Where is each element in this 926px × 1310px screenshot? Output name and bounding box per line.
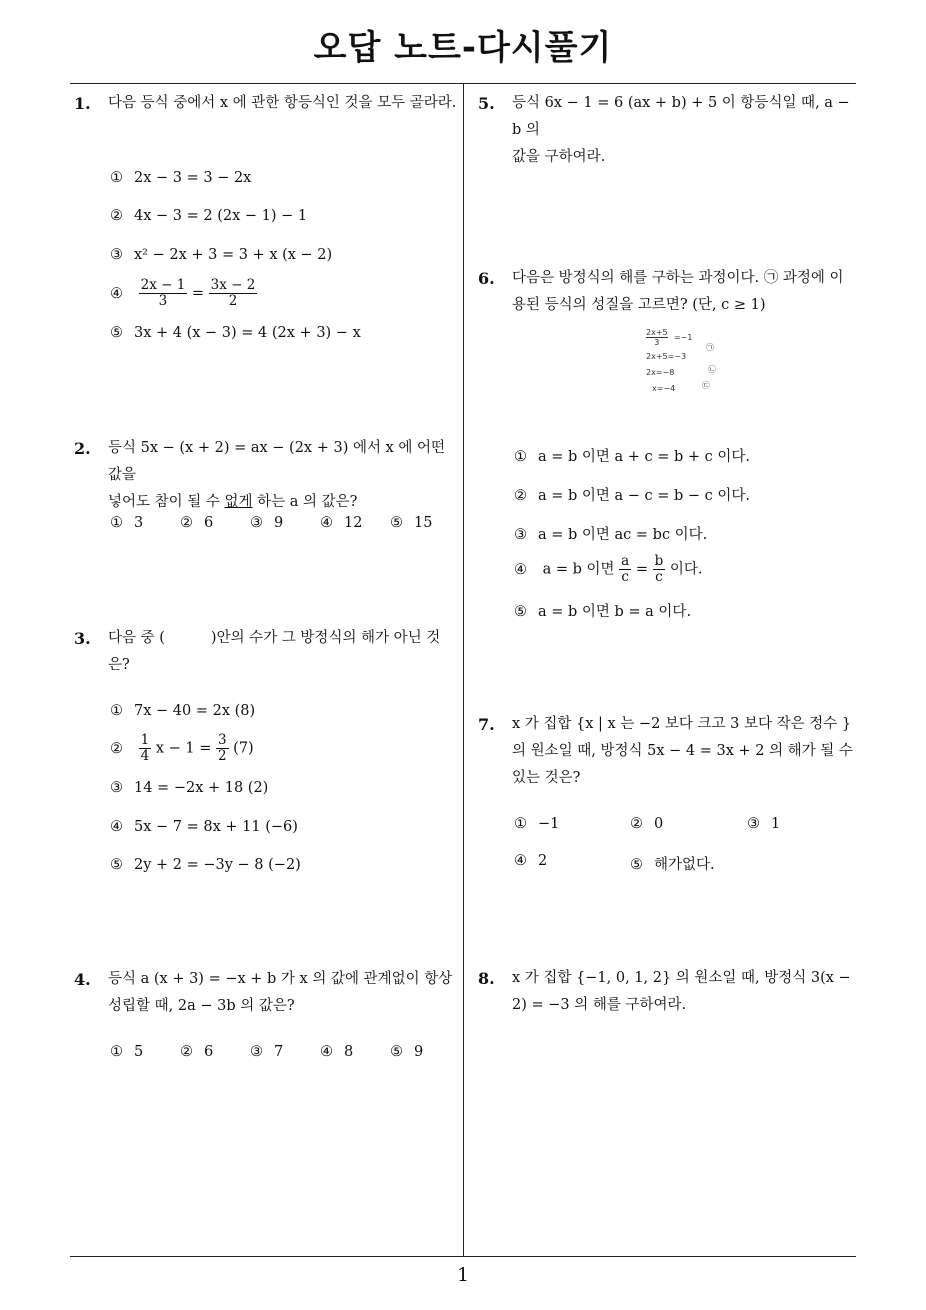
fraction: $\frac{1}{4}$	[140, 732, 150, 764]
question-text: 등식 6x − 1 = 6 (ax + b) + 5 이 항등식일 때, a − b 의 값을 구하여라.	[512, 95, 850, 165]
option-1[interactable]: ① a = b 이면 a + c = b + c 이다.	[514, 449, 751, 465]
option-3[interactable]: ③ 14 = −2x + 18 (2)	[110, 780, 269, 796]
page-title: 오답 노트-다시풀기	[313, 28, 613, 68]
bottom-rule	[70, 1256, 856, 1257]
question-number: 4.	[74, 970, 91, 989]
option-1[interactable]: ① −1	[514, 816, 560, 832]
question-text: 등식 5x − (x + 2) = ax − (2x + 3) 에서 x 에 어떤 값을 넣어도 참이 될 수 없게 하는 a 의 값은?	[108, 440, 445, 510]
question-text: 다음 등식 중에서 x 에 관한 항등식인 것을 모두 골라라.	[108, 95, 457, 111]
question-text: 다음은 방정식의 해를 구하는 과정이다. ㉠ 과정에 이 용된 등식의 성질을 고르면? (단, c ≥ 1)	[512, 270, 844, 313]
question-7	[478, 711, 862, 792]
fraction: $\frac{b}{c}$	[654, 553, 664, 585]
option-4[interactable]: ④ a = b 이면 $\frac{a}{c}$ = $\frac{b}{c}$ 이다.	[514, 553, 703, 585]
page-number: 1	[456, 1264, 470, 1286]
question-number: 6.	[478, 269, 495, 288]
question-number: 2.	[74, 439, 91, 458]
option-4[interactable]: ④ 8	[320, 1044, 354, 1060]
question-number: 3.	[74, 629, 91, 648]
option-2[interactable]: ② 4x − 3 = 2 (2x − 1) − 1	[110, 208, 308, 224]
option-2[interactable]: ② 0	[630, 816, 664, 832]
option-3[interactable]: ③ 9	[250, 515, 284, 531]
option-1[interactable]: ① 2x − 3 = 3 − 2x	[110, 170, 252, 186]
question-text: 다음 중 ( )안의 수가 그 방정식의 해가 아닌 것 은?	[108, 630, 441, 673]
option-2[interactable]: ② a = b 이면 a − c = b − c 이다.	[514, 488, 751, 504]
question-number: 1.	[74, 94, 91, 113]
option-5[interactable]: ⑤ 2y + 2 = −3y − 8 (−2)	[110, 857, 301, 873]
question-number: 8.	[478, 969, 495, 988]
question-5	[478, 90, 862, 171]
column-divider	[463, 84, 464, 1256]
option-5[interactable]: ⑤ 3x + 4 (x − 3) = 4 (2x + 3) − x	[110, 325, 361, 341]
circled-marker-a: ㉠	[706, 343, 714, 352]
option-5[interactable]: ⑤ 해가없다.	[630, 857, 715, 873]
option-5[interactable]: ⑤ a = b 이면 b = a 이다.	[514, 604, 692, 620]
option-5[interactable]: ⑤ 15	[390, 515, 433, 531]
question-6	[478, 265, 862, 319]
question-number: 5.	[478, 94, 495, 113]
question-text: x 가 집합 {−1, 0, 1, 2} 의 원소일 때, 방정식 3(x − 2) = −3 의 해를 구하여라.	[512, 970, 851, 1013]
question-text: 등식 a (x + 3) = −x + b 가 x 의 값에 관계없이 항상 성립할 때, 2a − 3b 의 값은?	[108, 971, 453, 1014]
question-3	[74, 625, 458, 679]
circled-marker-c: ㉢	[702, 381, 710, 390]
fraction: $\frac{3x - 2}{2}$	[210, 277, 256, 309]
solution-process-figure: 2x+5 3 =−1 2x+5=−3 2x=−8 x=−4 ㉠ ㉡ ㉢	[646, 328, 716, 393]
option-4[interactable]: ④ 5x − 7 = 8x + 11 (−6)	[110, 819, 298, 835]
option-3[interactable]: ③ 1	[747, 816, 781, 832]
option-2[interactable]: ② 6	[180, 515, 214, 531]
question-8	[478, 965, 862, 1019]
option-5[interactable]: ⑤ 9	[390, 1044, 424, 1060]
question-text: x 가 집합 {x | x 는 −2 보다 크고 3 보다 작은 정수 } 의 원소일 때, 방정식 5x − 4 = 3x + 2 의 해가 될 수 있는 것은?	[512, 716, 853, 786]
option-3[interactable]: ③ x² − 2x + 3 = 3 + x (x − 2)	[110, 247, 333, 263]
circled-marker-b: ㉡	[708, 365, 716, 374]
option-1[interactable]: ① 5	[110, 1044, 144, 1060]
fraction: $\frac{a}{c}$	[621, 553, 630, 585]
fraction: $\frac{2x - 1}{3}$	[140, 277, 186, 309]
question-number: 7.	[478, 715, 495, 734]
option-4[interactable]: ④ $\frac{2x - 1}{3}$ = $\frac{3x - 2}{2}$	[110, 277, 256, 309]
question-1	[74, 90, 458, 117]
underlined-word: 없게	[224, 494, 253, 510]
question-4	[74, 966, 458, 1020]
fraction: $\frac{3}{2}$	[217, 732, 227, 764]
option-3[interactable]: ③ 7	[250, 1044, 284, 1060]
option-4[interactable]: ④ 12	[320, 515, 363, 531]
option-1[interactable]: ① 7x − 40 = 2x (8)	[110, 703, 256, 719]
option-2[interactable]: ② 6	[180, 1044, 214, 1060]
option-4[interactable]: ④ 2	[514, 853, 548, 869]
option-1[interactable]: ① 3	[110, 515, 144, 531]
option-2[interactable]: ② $\frac{1}{4}$ x − 1 = $\frac{3}{2}$ (7)	[110, 732, 254, 764]
option-3[interactable]: ③ a = b 이면 ac = bc 이다.	[514, 527, 708, 543]
question-2	[74, 435, 458, 516]
